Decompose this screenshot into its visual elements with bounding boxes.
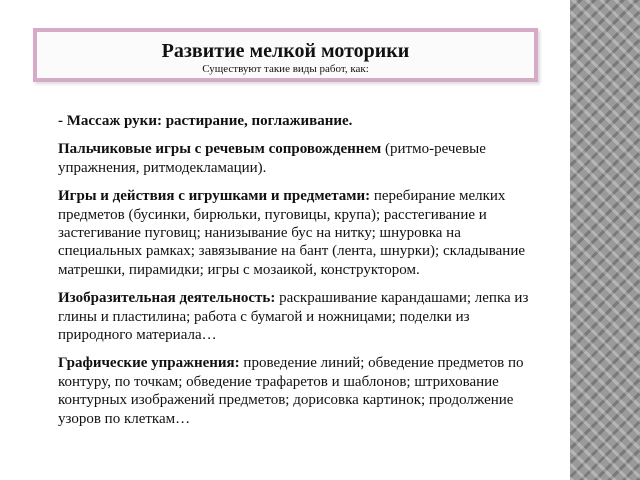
decorative-pattern-strip [570,0,640,480]
list-item [38,112,538,130]
item-bold-text: Пальчиковые игры с речевым сопровожденнем [58,141,382,158]
list-item [38,354,538,428]
bullet-list [38,112,538,438]
title-box [33,28,538,82]
item-text: перебирание мелких предметов (бусинки, бирюльки, пуговицы, крупа); расстегивание и застегивание пуговиц; нанизывание бус на нитку; шнуровка на специальных рамках; завязывание на бант (лента, шнурки); складывание матрешки, пирамидки; игры с мозаикой, конструктором. [58,188,526,278]
item-text: (ритмо-речевые упражнения, ритмодекламации). [58,141,486,176]
item-bold-text: Графические упражнения: [58,355,240,372]
list-item [38,289,538,344]
item-bold-text: Игры и действия с игрушками и предметами: [58,188,371,205]
item-text: раскрашивание карандашами; лепка из глины и пластилина; работа с бумагой и ножницами; поделки из природного материала… [58,290,529,344]
item-bold-text: - Массаж руки: растирание, поглаживание. [58,113,353,129]
list-item [38,187,538,279]
item-bold-text: Изобразительная деятельность: [58,290,276,307]
list-item [38,140,538,177]
item-text: проведение линий; обведение предметов по контуру, по точкам; обведение трафаретов и шаблонов; штрихование контурных изображений предметов; дорисовка картинок; продолжение узоров по клеткам… [58,355,524,427]
slide-subtitle: Существуют такие виды работ, как: [202,63,369,75]
slide-title: Развитие мелкой моторики [161,40,410,62]
